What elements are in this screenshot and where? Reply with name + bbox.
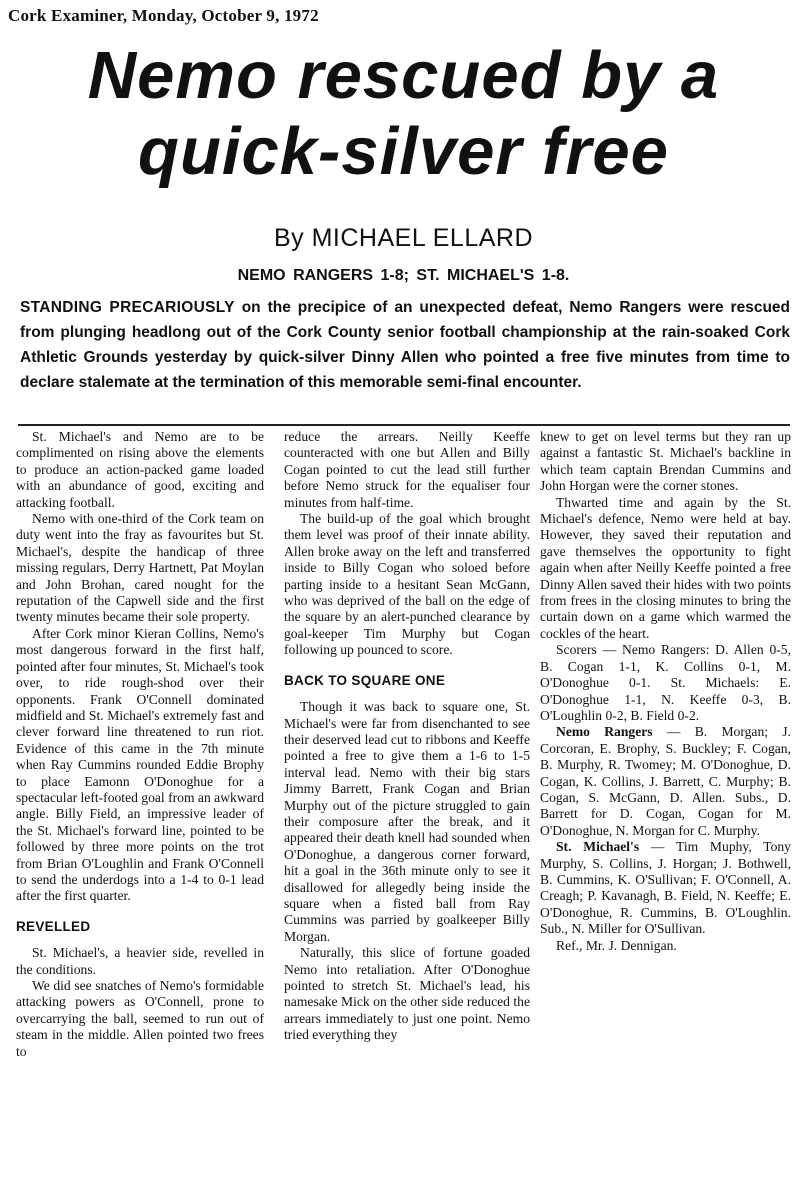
paragraph: We did see snatches of Nemo's formidable attacking powers as O'Connell, prone to overcarrying the ball, seemed to run out of steam in the middle. Allen pointed two frees to (16, 978, 264, 1059)
st-michaels-team-list: — Tim Muphy, Tony Murphy, S. Collins, J. Horgan; J. Bothwell, B. Cummins, K. O'Sullivan; F. O'Connell, A. Creagh; P. Kavanagh, B. Field, N. Keeffe; E. O'Donoghue, R. Cummins, B. O'Loughlin. Sub., N. Miller for O'Sullivan. (540, 839, 791, 937)
nemo-label: Nemo Rangers (556, 724, 653, 740)
headline-line-1: Nemo rescued by a (87, 38, 720, 113)
st-michaels-label: St. Michael's (556, 839, 640, 855)
subheading-revelled: REVELLED (16, 918, 91, 934)
headline-line-2: quick-silver free (138, 114, 669, 189)
intro-paragraph (20, 295, 790, 395)
paragraph: The build-up of the goal which brought them level was proof of their innate ability. Allen broke away on the left and transferred inside to Billy Cogan who soloed before parting inside to a hesitant Sean McGann, who was deprived of the ball on the edge of the square by an alert-punched clearance by goal-keeper Tim Murphy but Cogan following up pounced to score. (284, 511, 530, 658)
byline: By MICHAEL ELLARD (273, 224, 534, 252)
paragraph: knew to get on level terms but they ran up against a fantastic St. Michael's backline in which team captain Brendan Cummins and John Horgan were the corner stones. (540, 429, 791, 494)
paragraph: St. Michael's, a heavier side, revelled in the conditions. (16, 945, 264, 977)
column-1 (16, 429, 264, 1060)
paragraph: Nemo with one-third of the Cork team on duty went into the fray as favourites but St. Michael's, despite the handicap of three missing regulars, Derry Hartnett, Pat Moylan and John Brohan, cared nought for the reputation of the Capwell side and the first twenty minutes became their sole property. (16, 511, 264, 625)
column-3 (540, 429, 791, 954)
paragraph: Though it was back to square one, St. Michael's were far from disenchanted to see their deserved lead cut to ribbons and Keeffe pointed a free to give them a 1-6 to 1-5 interval lead. Nemo with their big stars Jimmy Barrett, Frank Cogan and Brian Murphy out of the picture struggled to gain their composure after the break, and it appeared their death knell had sounded when O'Donoghue, a dangerous corner forward, hit a goal in the 36th minute only to see it disallowed for allegedly being inside the square when a fisted ball from Ray Cummins was parried by goalkeeper Billy Morgan. (284, 699, 530, 944)
st-michaels-lineup (540, 839, 791, 937)
intro-text: on the precipice of an unexpected defeat, Nemo Rangers were rescued from plunging headlong out of the Cork County senior football championship at the rain-soaked Cork Athletic Grounds yesterday by quick-silver Dinny Allen who pointed a free five minutes from time to declare stalemate at the termination of this memorable semi-final encounter. (20, 299, 790, 391)
headline (0, 38, 807, 190)
scorers: Scorers — Nemo Rangers: D. Allen 0-5, B. Cogan 1-1, K. Collins 0-1, M. O'Donoghue 0-1. St. Michaels: E. O'Donoghue 1-1, N. Keeffe 0-3, B. O'Loughlin 0-2, B. Field 0-2. (540, 642, 791, 723)
scoreline: NEMO RANGERS 1-8; ST. MICHAEL'S 1-8. (237, 267, 570, 284)
nemo-lineup (540, 724, 791, 839)
referee: Ref., Mr. J. Dennigan. (556, 937, 677, 953)
dateline: Cork Examiner, Monday, October 9, 1972 (8, 6, 319, 25)
subheading-back-to-square-one: BACK TO SQUARE ONE (284, 672, 446, 688)
nemo-team-list: — B. Morgan; J. Corcoran, E. Brophy, S. Buckley; F. Cogan, B. Murphy, R. Twomey; M. O'Donoghue, D. Cogan, K. Collins, J. Barrett, C. Murphy; B. Cogan, S. McGann, D. Allen. Subs., D. Barrett for D. Cogan, Cogan for M. O'Donoghue, N. Morgan for C. Murphy. (540, 724, 791, 838)
intro-lead: STANDING PRECARIOUSLY (20, 299, 235, 316)
paragraph: After Cork minor Kieran Collins, Nemo's most dangerous forward in the first half, pointed after four minutes, St. Michael's took over, to ride rough-shod over their opponents. Frank O'Connell dominated midfield and St. Michael's extremely fast and clever forward line threatened to run riot. Evidence of this came in the 7th minute when Ray Cummins rounded Eddie Brophy to place Eamonn O'Donoghue for a spectacular left-footed goal from an awkward angle. Billy Field, an impressive leader of the St. Michael's forward line, pointed to be followed by three more points on the trot from Brian O'Loughlin and Frank O'Connell to send the underdogs into a 1-4 to 0-1 lead after the first quarter. (16, 625, 264, 904)
paragraph: reduce the arrears. Neilly Keeffe counteracted with one but Allen and Billy Cogan pointed to cut the lead still further before Nemo struck for the equaliser four minutes from half-time. (284, 429, 530, 510)
paragraph: Naturally, this slice of fortune goaded Nemo into retaliation. After O'Donoghue pointed to stretch St. Michael's lead, his namesake Mick on the other side reduced the arrears immediately to just one point. Nemo tried everything they (284, 945, 530, 1043)
paragraph: Thwarted time and again by the St. Michael's defence, Nemo were held at bay. However, they saved their reputation and gave themselves the opportunity to fight again when after Neilly Keeffe pointed a free Dinny Allen saved their hides with two points from frees in the closing minutes to bring the curtain down on a game which warmed the cockles of the heart. (540, 494, 791, 641)
paragraph: St. Michael's and Nemo are to be complimented on rising above the elements to produce an action-packed game loaded with an abundance of good, exciting and attacking football. (16, 429, 264, 510)
divider (18, 424, 790, 426)
column-2 (284, 429, 530, 1044)
